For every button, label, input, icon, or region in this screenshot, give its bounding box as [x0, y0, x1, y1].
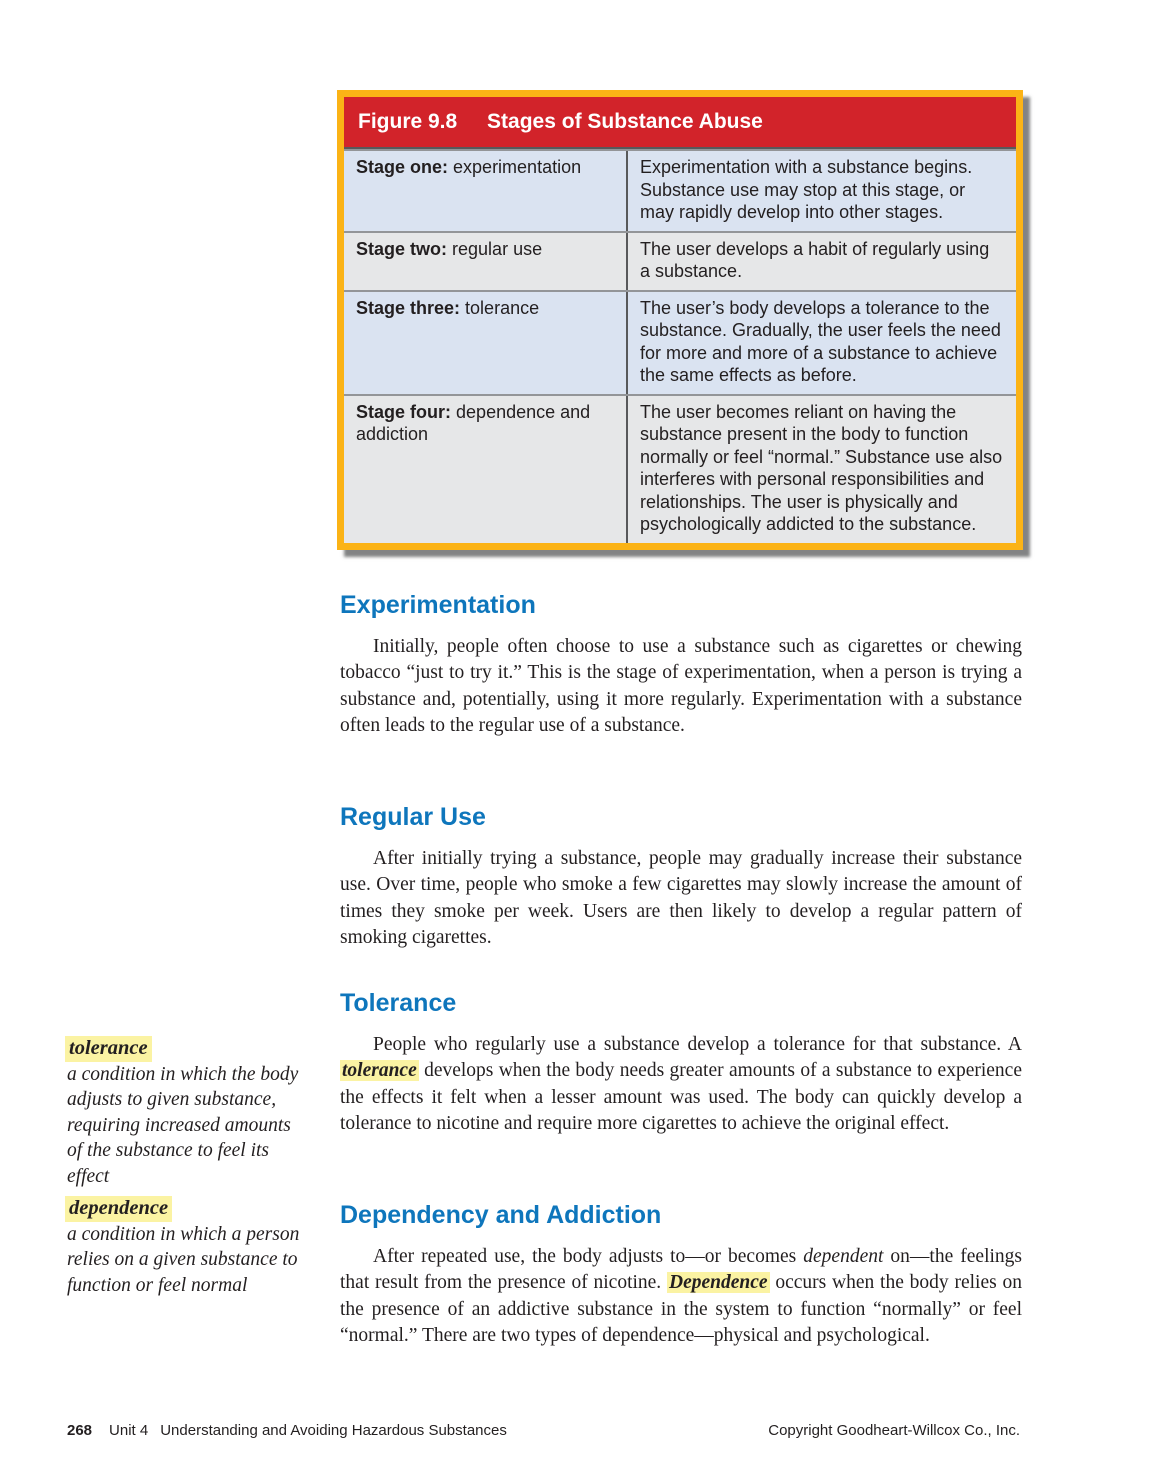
- section-heading-dependency-and-addiction: Dependency and Addiction: [340, 1200, 662, 1229]
- margin-definition-tolerance: [67, 1036, 305, 1189]
- stage-name: dependence and addiction: [356, 401, 591, 444]
- stage-name: experimentation: [453, 157, 582, 177]
- paragraph-experimentation: Initially, people often choose to use a substance such as cigarettes or chewing tobacco “just to try it.” This is the stage of experimentation, when a person is trying a substance and, potentially, using it more regularly. Experimentation with a substance often leads to the regular use of a substance.: [340, 635, 1022, 736]
- stage-cell: [344, 292, 628, 394]
- key-term-tolerance: tolerance: [65, 1036, 152, 1062]
- margin-definition-dependence: [67, 1196, 305, 1298]
- section-heading-tolerance: Tolerance: [340, 988, 457, 1017]
- stage-label: Stage four:: [356, 401, 452, 422]
- paragraph-dependency-and-addiction: After repeated use, the body adjusts to—or becomes dependent on—the feelings that result from the presence of nicotine. Dependence occurs when the body relies on the presence of an addictive substance in the system to function “normally” or feel “normal.” There are two types of dependence—physical and psychological.: [340, 1245, 1022, 1346]
- figure-label: Figure 9.8: [358, 110, 458, 133]
- stage-label: Stage two:: [356, 238, 448, 259]
- paragraph-regular-use: After initially trying a substance, people may gradually increase their substance use. Over time, people who smoke a few cigarettes may slowly increase the amount of times they smoke per week. Users are then likely to develop a regular pattern of smoking cigarettes.: [340, 847, 1022, 948]
- footer-copyright: Copyright Goodheart-Willcox Co., Inc.: [768, 1422, 1020, 1439]
- table-row-stage-two: [344, 231, 1016, 290]
- key-term-definition: a condition in which the body adjusts to given substance, requiring increased amounts of the substance to feel its effect: [67, 1063, 299, 1187]
- section-heading-regular-use: Regular Use: [340, 802, 486, 831]
- footer-unit: Unit 4: [109, 1422, 149, 1439]
- footer-unit-title: Understanding and Avoiding Hazardous Substances: [160, 1422, 507, 1439]
- description-cell: The user’s body develops a tolerance to the substance. Gradually, the user feels the need for more and more of a substance to achieve the same effects as before.: [640, 297, 1001, 385]
- key-term-definition: a condition in which a person relies on a given substance to function or feel normal: [67, 1223, 300, 1296]
- table-row-stage-four: [344, 394, 1016, 543]
- stage-label: Stage one:: [356, 157, 449, 177]
- figure-title: Stages of Substance Abuse: [487, 110, 763, 133]
- stage-cell: [344, 233, 628, 290]
- stage-cell: [344, 151, 628, 231]
- table-row-stage-three: [344, 290, 1016, 394]
- section-heading-experimentation: Experimentation: [340, 590, 536, 619]
- description-cell: The user becomes reliant on having the substance present in the body to function normally or feel “normal.” Substance use also interferes with personal responsibilities and relationships. The user is physically and psychologically addicted to the substance.: [640, 401, 1003, 534]
- stage-label: Stage three:: [356, 297, 461, 318]
- stage-cell: [344, 396, 628, 543]
- paragraph-tolerance: People who regularly use a substance develop a tolerance for that substance. A tolerance develops when the body needs greater amounts of a substance to experience the effects it felt when a lesser amount was used. The body can quickly develop a tolerance to nicotine and require more cigarettes to achieve the original effect.: [340, 1033, 1022, 1134]
- table-row-stage-one: [344, 149, 1016, 231]
- description-cell: Experimentation with a substance begins. Substance use may stop at this stage, or may rapidly develop into other stages.: [640, 157, 973, 222]
- margin-definitions: [67, 1036, 305, 1298]
- page-footer: [67, 1422, 1020, 1439]
- stage-name: tolerance: [465, 297, 540, 318]
- stage-name: regular use: [452, 238, 543, 259]
- page-number: 268: [67, 1422, 93, 1439]
- key-term-dependence: dependence: [65, 1196, 172, 1222]
- description-cell: The user develops a habit of regularly using a substance.: [640, 238, 990, 281]
- figure-title-bar: [344, 97, 1016, 149]
- figure-9-8-table: [337, 90, 1023, 550]
